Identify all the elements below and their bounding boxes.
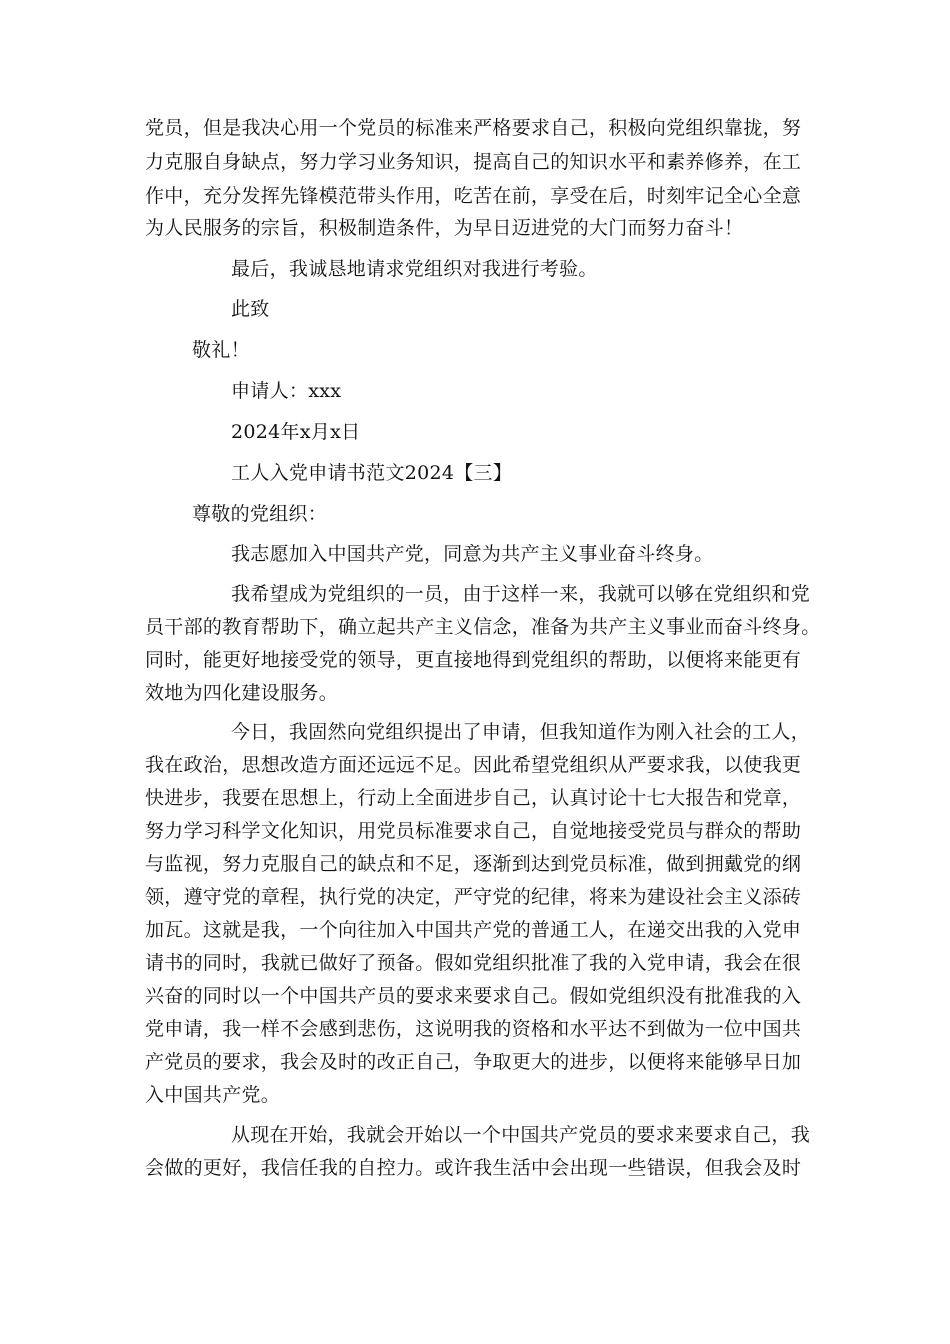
paragraph-line: 员干部的教育帮助下，确立起共产主义信念，准备为共产主义事业而奋斗终身。 <box>145 616 821 638</box>
paragraph-line: 今日，我固然向党组织提出了申请，但我知道作为刚入社会的工人， <box>231 721 811 743</box>
paragraph-line: 作中，充分发挥先锋模范带头作用，吃苦在前，享受在后，时刻牢记全心全意 <box>145 185 802 207</box>
paragraph-line: 会做的更好，我信任我的自控力。或许我生活中会出现一些错误，但我会及时 <box>145 1157 802 1179</box>
paragraph-line: 请书的同时，我就已做好了预备。假如党组织批准了我的入党申请，我会在很 <box>145 952 802 974</box>
paragraph-line: 入中国共产党。 <box>145 1084 281 1106</box>
applicant-name: 申请人：xxx <box>231 380 342 402</box>
section-title: 工人入党申请书范文2024【三】 <box>231 462 513 484</box>
paragraph-line: 兴奋的同时以一个中国共产员的要求来要求自己。假如党组织没有批准我的入 <box>145 985 802 1007</box>
paragraph-line: 党申请，我一样不会感到悲伤，这说明我的资格和水平达不到做为一位中国共 <box>145 1018 802 1040</box>
paragraph-line: 我希望成为党组织的一员，由于这样一来，我就可以够在党组织和党 <box>231 583 811 605</box>
closing-request: 最后，我诚恳地请求党组织对我进行考验。 <box>231 258 598 280</box>
paragraph-line: 为人民服务的宗旨，积极制造条件，为早日迈进党的大门而努力奋斗！ <box>145 217 744 239</box>
salutation-jingli: 敬礼！ <box>192 339 250 361</box>
paragraph-line: 快进步，我要在思想上，行动上全面进步自己，认真讨论十七大报告和党章， <box>145 787 802 809</box>
paragraph-line: 我在政治，思想改造方面还远远不足。因此希望党组织从严要求我，以使我更 <box>145 754 802 776</box>
paragraph-line: 产党员的要求，我会及时的改正自己，争取更大的进步，以便将来能够早日加 <box>145 1051 802 1073</box>
paragraph-line: 努力学习科学文化知识，用党员标准要求自己，自觉地接受党员与群众的帮助 <box>145 820 802 842</box>
paragraph-line: 我志愿加入中国共产党，同意为共产主义事业奋斗终身。 <box>231 543 714 565</box>
paragraph-line: 加瓦。这就是我，一个向往加入中国共产党的普通工人，在递交出我的入党申 <box>145 919 802 941</box>
paragraph-line: 同时，能更好地接受党的领导，更直接地得到党组织的帮助，以便将来能更有 <box>145 649 802 671</box>
paragraph-line: 从现在开始，我就会开始以一个中国共产党员的要求来要求自己，我 <box>231 1124 811 1146</box>
paragraph-line: 党员，但是我决心用一个党员的标准来严格要求自己，积极向党组织靠拢，努 <box>145 117 802 139</box>
paragraph-line: 效地为四化建设服务。 <box>145 682 339 704</box>
letter-greeting: 尊敬的党组织： <box>192 503 328 525</box>
application-date: 2024年x月x日 <box>231 421 361 443</box>
paragraph-line: 领，遵守党的章程，执行党的决定，严守党的纪律，将来为建设社会主义添砖 <box>145 886 802 908</box>
paragraph-line: 力克服自身缺点，努力学习业务知识，提高自己的知识水平和素养修养，在工 <box>145 151 802 173</box>
paragraph-line: 与监视，努力克服自己的缺点和不足，逐渐到达到党员标准，做到拥戴党的纲 <box>145 853 802 875</box>
salutation-cizhi: 此致 <box>231 298 270 320</box>
